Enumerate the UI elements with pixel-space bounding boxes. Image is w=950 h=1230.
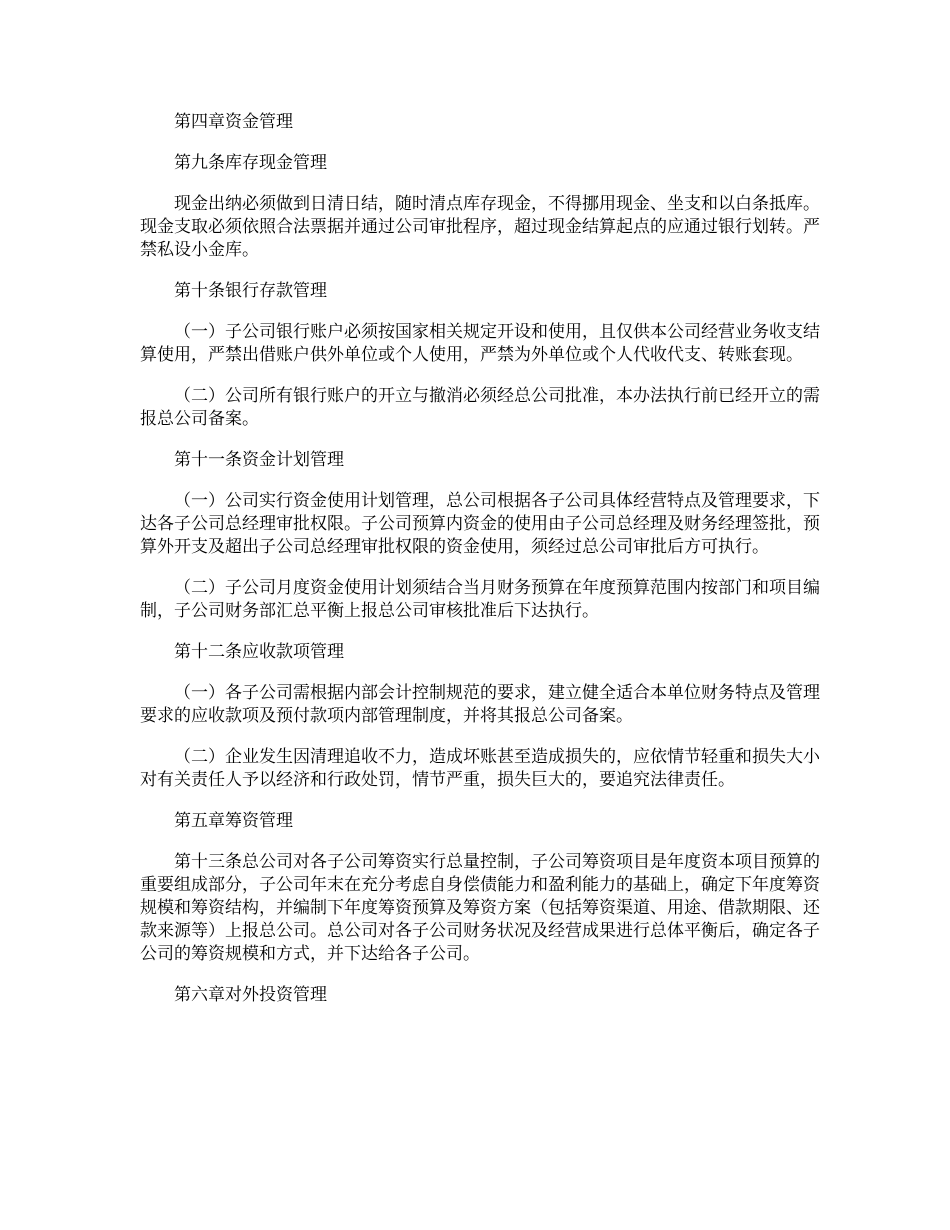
chapter-heading: 第六章对外投资管理 — [174, 985, 327, 1005]
chapter-heading: 第五章筹资管理 — [174, 811, 293, 831]
body-paragraph: （二）子公司月度资金使用计划须结合当月财务预算在年度预算范围内按部门和项目编制，子公司财务部汇总平衡上报总公司审核批准后下达执行。 — [140, 578, 820, 621]
chapter-heading: 第四章资金管理 — [174, 112, 293, 132]
article-heading: 第十一条资金计划管理 — [174, 450, 344, 470]
body-paragraph: 第十三条总公司对各子公司筹资实行总量控制，子公司筹资项目是年度资本项目预算的重要组成部分，子公司年末在充分考虑自身偿债能力和盈利能力的基础上，确定下年度筹资规模和筹资结构，并编制下年度筹资预算及筹资方案（包括筹资渠道、用途、借款期限、还款来源等）上报总公司。总公司对各子公司财务状况及经营成果进行总体平衡后，确定各子公司的筹资规模和方式，并下达给各子公司。 — [140, 852, 820, 964]
body-paragraph: （一）子公司银行账户必须按国家相关规定开设和使用，且仅供本公司经营业务收支结算使用，严禁出借账户供外单位或个人使用，严禁为外单位或个人代收代支、转账套现。 — [140, 322, 820, 365]
article-heading: 第九条库存现金管理 — [174, 153, 327, 173]
body-paragraph: （一）各子公司需根据内部会计控制规范的要求，建立健全适合本单位财务特点及管理要求的应收款项及预付款项内部管理制度，并将其报总公司备案。 — [140, 683, 820, 726]
body-paragraph: （二）企业发生因清理追收不力，造成坏账甚至造成损失的，应依情节轻重和损失大小对有关责任人予以经济和行政处罚，情节严重，损失巨大的，要追究法律责任。 — [140, 747, 820, 790]
article-heading: 第十二条应收款项管理 — [174, 642, 344, 662]
body-paragraph: （一）公司实行资金使用计划管理，总公司根据各子公司具体经营特点及管理要求，下达各子公司总经理审批权限。子公司预算内资金的使用由子公司总经理及财务经理签批，预算外开支及超出子公司总经理审批权限的资金使用，须经过总公司审批后方可执行。 — [140, 491, 820, 557]
body-paragraph: 现金出纳必须做到日清日结，随时清点库存现金，不得挪用现金、坐支和以白条抵库。现金支取必须依照合法票据并通过公司审批程序，超过现金结算起点的应通过银行划转。严禁私设小金库。 — [140, 194, 820, 260]
article-heading: 第十条银行存款管理 — [174, 281, 327, 301]
body-paragraph: （二）公司所有银行账户的开立与撤消必须经总公司批准，本办法执行前已经开立的需报总公司备案。 — [140, 386, 820, 429]
